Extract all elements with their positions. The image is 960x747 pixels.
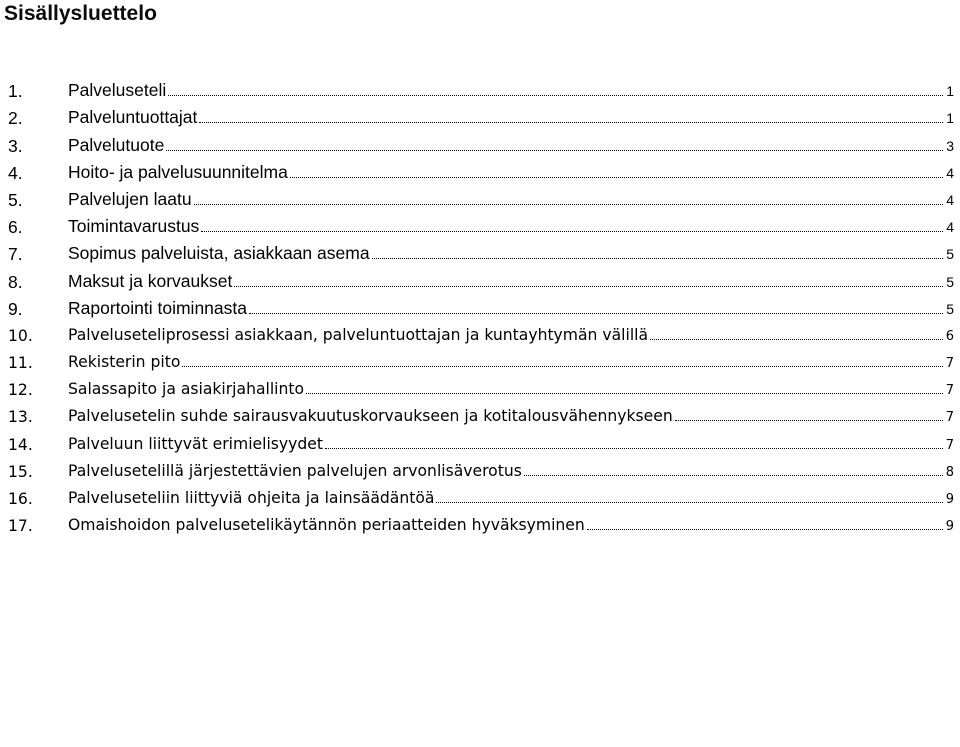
toc-entry-page: 5 — [946, 300, 954, 317]
toc-entry-number: 10. — [8, 326, 33, 345]
toc-entry-text: Palveluun liittyvät erimielisyydet — [68, 434, 323, 453]
toc-entry-text: Sopimus palveluista, asiakkaan asema — [68, 243, 370, 264]
toc-entry-number: 3. — [8, 135, 23, 156]
toc-entry-text: Hoito- ja palvelusuunnitelma — [68, 161, 288, 182]
toc-entry-page: 3 — [946, 137, 954, 154]
toc-entry-page: 1 — [946, 110, 954, 127]
toc-entry-number: 12. — [8, 381, 33, 400]
toc-entry[interactable] — [0, 377, 960, 404]
toc-entry-page: 8 — [945, 464, 954, 480]
toc-entry-text: Palvelujen laatu — [68, 188, 192, 209]
toc-entry[interactable] — [0, 296, 960, 323]
toc-entry-text: Palveluseteliin liittyviä ohjeita ja lainsäädäntöä — [68, 489, 435, 507]
dot-leader — [372, 258, 944, 259]
page-title: Sisällysluettelo — [4, 2, 157, 25]
toc-entry-number: 16. — [8, 490, 33, 508]
dot-leader — [650, 339, 943, 340]
toc-entry-number: 8. — [8, 271, 23, 292]
toc-entry-number: 6. — [8, 217, 23, 238]
table-of-contents — [0, 78, 960, 540]
toc-entry[interactable] — [0, 350, 960, 377]
toc-entry-page: 4 — [946, 164, 954, 181]
dot-leader — [325, 448, 943, 449]
dot-leader — [249, 313, 943, 314]
toc-entry-text: Raportointi toiminnasta — [68, 297, 247, 318]
toc-entry-number: 11. — [8, 354, 33, 373]
toc-entry[interactable] — [0, 513, 960, 540]
toc-entry-page: 4 — [946, 219, 954, 236]
toc-entry-number: 15. — [8, 462, 33, 481]
toc-entry-page: 7 — [945, 356, 954, 372]
toc-entry-number: 17. — [8, 517, 33, 536]
toc-entry-text: Palveluseteli — [68, 80, 167, 101]
dot-leader — [201, 231, 943, 232]
toc-entry-page: 7 — [945, 383, 954, 399]
toc-entry[interactable] — [0, 459, 960, 486]
dot-leader — [675, 420, 943, 421]
toc-entry-number: 1. — [8, 81, 23, 102]
toc-entry-text: Palvelusetelin suhde sairausvakuutuskorvaukseen ja kotitalousvähennykseen — [68, 407, 673, 426]
toc-entry-number: 13. — [8, 408, 33, 427]
toc-entry[interactable] — [0, 78, 960, 105]
toc-entry-text: Palveluseteliprosessi asiakkaan, palveluntuottajan ja kuntayhtymän välillä — [68, 325, 649, 344]
dot-leader — [587, 529, 943, 530]
toc-entry[interactable] — [0, 323, 960, 350]
toc-entry-text: Palvelutuote — [68, 134, 165, 155]
toc-entry-page: 9 — [945, 519, 954, 535]
dot-leader — [524, 475, 943, 476]
dot-leader — [234, 286, 943, 287]
dot-leader — [306, 393, 943, 394]
dot-leader — [168, 95, 943, 96]
toc-entry-page: 7 — [945, 437, 954, 453]
toc-entry[interactable] — [0, 431, 960, 458]
toc-entry-page: 1 — [946, 83, 954, 100]
toc-entry-text: Omaishoidon palvelusetelikäytännön periaatteiden hyväksyminen — [68, 516, 585, 535]
toc-entry-number: 5. — [8, 189, 23, 210]
toc-entry[interactable] — [0, 486, 960, 513]
toc-entry-text: Palveluntuottajat — [68, 107, 198, 128]
toc-entry-text: Toimintavarustus — [68, 216, 200, 237]
toc-entry-number: 9. — [8, 298, 23, 319]
dot-leader — [166, 150, 943, 151]
toc-entry[interactable] — [0, 404, 960, 431]
toc-entry-number: 2. — [8, 108, 23, 129]
dot-leader — [436, 502, 942, 503]
toc-entry-number: 4. — [8, 162, 23, 183]
toc-entry-page: 5 — [946, 246, 954, 263]
toc-entry-number: 14. — [8, 435, 33, 454]
toc-entry[interactable] — [0, 132, 960, 159]
toc-entry-text: Rekisterin pito — [68, 353, 181, 372]
toc-entry-page: 6 — [945, 328, 954, 344]
dot-leader — [194, 204, 944, 205]
toc-entry[interactable] — [0, 241, 960, 268]
toc-entry-page: 4 — [946, 191, 954, 208]
toc-entry-page: 5 — [946, 273, 954, 290]
toc-entry[interactable] — [0, 268, 960, 295]
toc-entry[interactable] — [0, 187, 960, 214]
toc-entry-text: Palvelusetelillä järjestettävien palvelujen arvonlisäverotus — [68, 461, 522, 480]
toc-entry[interactable] — [0, 160, 960, 187]
toc-entry[interactable] — [0, 214, 960, 241]
toc-entry-text: Maksut ja korvaukset — [68, 270, 233, 291]
toc-entry-page: 7 — [945, 410, 954, 426]
dot-leader — [182, 366, 942, 367]
toc-entry-page: 9 — [945, 492, 954, 507]
toc-entry-number: 7. — [8, 244, 23, 265]
toc-entry-text: Salassapito ja asiakirjahallinto — [68, 380, 305, 399]
dot-leader — [290, 177, 943, 178]
dot-leader — [199, 122, 943, 123]
toc-entry[interactable] — [0, 105, 960, 132]
